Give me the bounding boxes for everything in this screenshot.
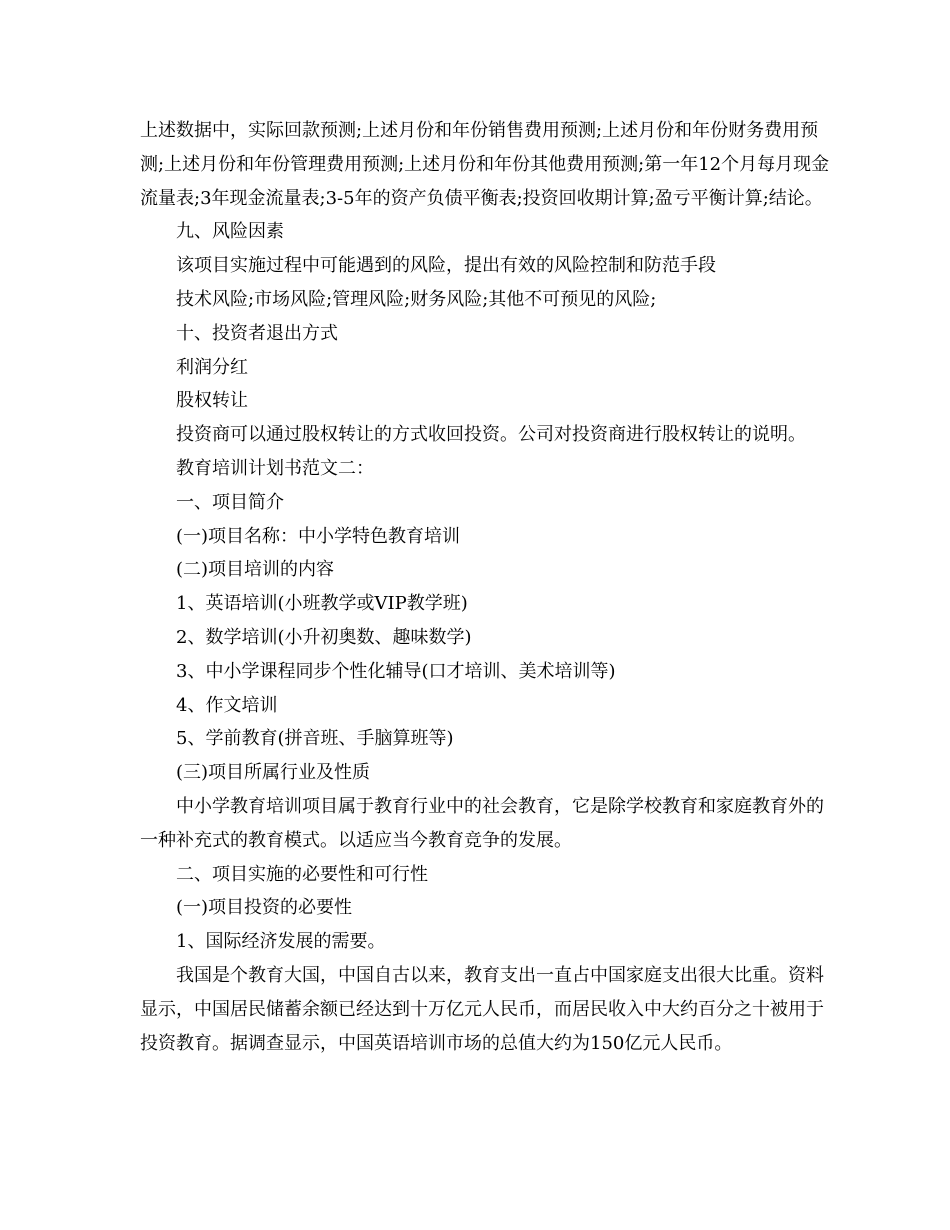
- heading-investor-exit: 十、投资者退出方式: [176, 322, 338, 344]
- list-item-math: 2、数学培训(小升初奥数、趣味数学): [176, 626, 472, 648]
- paragraph-equity-transfer-note: 投资商可以通过股权转让的方式收回投资。公司对投资商进行股权转让的说明。: [176, 424, 806, 446]
- heading-economic-need: 1、国际经济发展的需要。: [176, 931, 386, 953]
- heading-project-intro: 一、项目简介: [176, 491, 284, 513]
- paragraph-project-name: (一)项目名称：中小学特色教育培训: [176, 525, 461, 547]
- heading-training-content: (二)项目培训的内容: [176, 559, 335, 581]
- document-body: [140, 114, 840, 1060]
- heading-risk-factors: 九、风险因素: [176, 221, 284, 243]
- list-item-english: 1、英语培训(小班教学或VIP教学班): [176, 593, 468, 615]
- heading-investment-necessity: (一)项目投资的必要性: [176, 897, 353, 919]
- paragraph-data-summary: 上述数据中，实际回款预测;上述月份和年份销售费用预测;上述月份和年份财务费用预测;上述月份和年份管理费用预测;上述月份和年份其他费用预测;第一年12个月每月现金流量表;3年现金流量表;3-5年的资产负债平衡表;投资回收期计算;盈亏平衡计算;结论。: [140, 120, 830, 209]
- paragraph-industry-description: 中小学教育培训项目属于教育行业中的社会教育，它是除学校教育和家庭教育外的一种补充式的教育模式。以适应当今教育竞争的发展。: [140, 795, 824, 851]
- paragraph-education-market: 我国是个教育大国，中国自古以来，教育支出一直占中国家庭支出很大比重。资料显示，中国居民储蓄余额已经达到十万亿元人民币，而居民收入中大约百分之十被用于投资教育。据调查显示，中国英语培训市场的总值大约为150亿元人民币。: [140, 964, 824, 1054]
- list-item-preschool: 5、学前教育(拼音班、手脑算班等): [176, 728, 454, 750]
- paragraph-risk-intro: 该项目实施过程中可能遇到的风险，提出有效的风险控制和防范手段: [176, 255, 716, 277]
- list-item-composition: 4、作文培训: [176, 694, 278, 716]
- paragraph-risk-list: 技术风险;市场风险;管理风险;财务风险;其他不可预见的风险;: [176, 288, 657, 310]
- list-item-equity-transfer: 股权转让: [176, 390, 248, 412]
- heading-industry-nature: (三)项目所属行业及性质: [176, 762, 371, 784]
- heading-necessity-feasibility: 二、项目实施的必要性和可行性: [176, 863, 428, 885]
- list-item-tutoring: 3、中小学课程同步个性化辅导(口才培训、美术培训等): [176, 660, 616, 682]
- heading-sample-two: 教育培训计划书范文二：: [176, 457, 374, 479]
- list-item-profit-dividend: 利润分红: [176, 356, 248, 378]
